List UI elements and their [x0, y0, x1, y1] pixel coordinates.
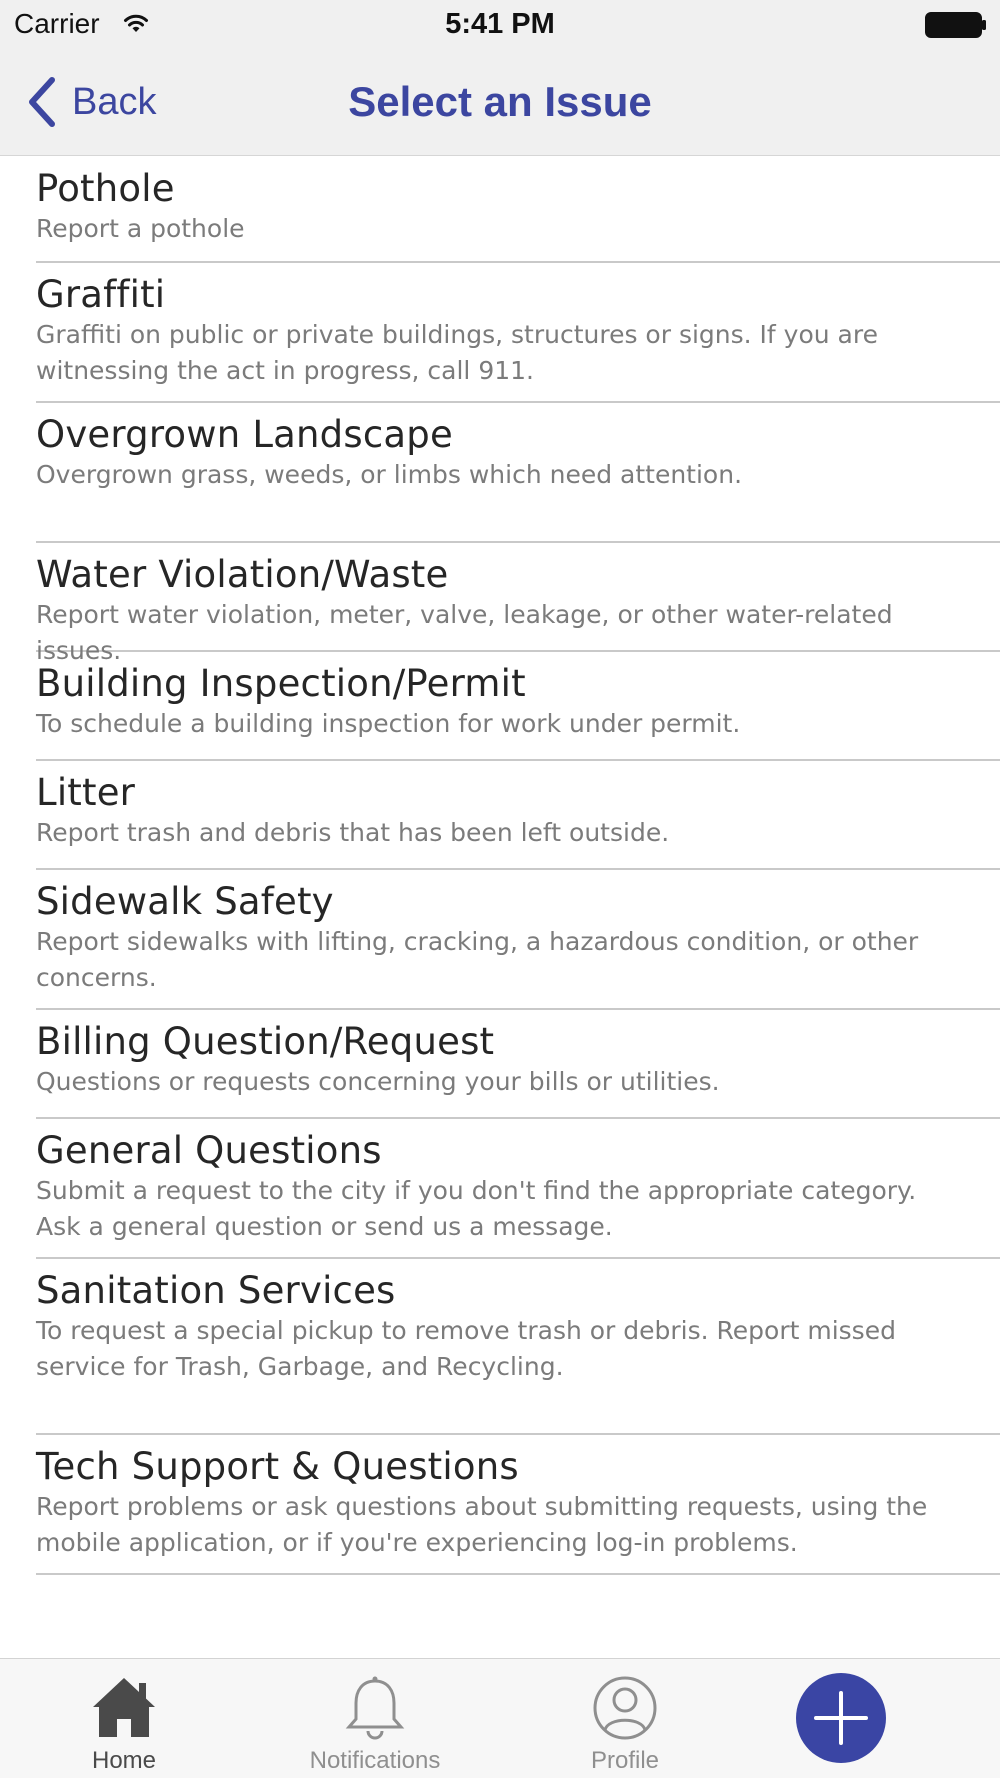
issue-description: Report a pothole [36, 214, 245, 243]
header [0, 0, 1000, 156]
clock: 5:41 PM [445, 8, 555, 40]
nav-bar [0, 52, 1000, 156]
issue-title: Graffiti [36, 273, 166, 316]
issue-title: Billing Question/Request [36, 1020, 495, 1063]
issue-description: Report trash and debris that has been left outside. [36, 818, 670, 847]
issue-description: Report water violation, meter, valve, leakage, or other water-related issues. [36, 600, 893, 665]
carrier-label: Carrier [14, 8, 100, 39]
tab-home[interactable] [14, 1659, 234, 1778]
issue-item-pothole[interactable] [36, 157, 1000, 263]
tab-profile-label: Profile [590, 1747, 660, 1774]
tab-home-label: Home [91, 1747, 157, 1774]
back-label: Back [72, 80, 157, 123]
home-icon [89, 1673, 159, 1743]
issue-title: Water Violation/Waste [36, 553, 449, 596]
issue-list [0, 157, 1000, 1575]
bell-icon [340, 1673, 410, 1743]
tab-profile[interactable] [515, 1659, 735, 1778]
tab-notifications-label: Notifications [309, 1747, 441, 1774]
issue-description: Report sidewalks with lifting, cracking, a hazardous condition, or other concerns. [36, 927, 919, 992]
issue-title: Pothole [36, 167, 175, 210]
issue-item-tech-support[interactable] [36, 1435, 1000, 1575]
issue-title: Tech Support & Questions [36, 1445, 519, 1488]
profile-icon [590, 1673, 660, 1743]
tab-bar [0, 1658, 1000, 1778]
issue-description: To request a special pickup to remove trash or debris. Report missed service for Trash, Garbage, and Recycling. [36, 1316, 896, 1381]
issue-title: Litter [36, 771, 136, 814]
issue-item-sidewalk-safety[interactable] [36, 870, 1000, 1010]
issue-item-sanitation[interactable] [36, 1259, 1000, 1435]
issue-description: Report problems or ask questions about submitting requests, using the mobile application, or if you're experiencing log-in problems. [36, 1492, 928, 1557]
issue-description: To schedule a building inspection for work under permit. [36, 709, 741, 738]
issue-item-overgrown-landscape[interactable] [36, 403, 1000, 543]
issue-title: Overgrown Landscape [36, 413, 453, 456]
issue-description: Overgrown grass, weeds, or limbs which need attention. [36, 460, 743, 489]
issue-description: Questions or requests concerning your bills or utilities. [36, 1067, 720, 1096]
page-title: Select an Issue [348, 78, 652, 125]
issue-item-billing[interactable] [36, 1010, 1000, 1119]
tab-notifications[interactable] [265, 1659, 485, 1778]
issue-item-litter[interactable] [36, 761, 1000, 870]
add-request-button[interactable] [796, 1673, 886, 1763]
issue-description: Graffiti on public or private buildings, structures or signs. If you are witnessing the act in progress, call 911. [36, 320, 878, 385]
issue-description: Submit a request to the city if you don't find the appropriate category. Ask a general question or send us a message. [36, 1176, 917, 1241]
issue-title: Building Inspection/Permit [36, 662, 526, 705]
issue-title: Sidewalk Safety [36, 880, 334, 923]
battery-icon [925, 12, 987, 38]
issue-title: Sanitation Services [36, 1269, 396, 1312]
plus-icon [796, 1673, 886, 1763]
issue-item-general-questions[interactable] [36, 1119, 1000, 1259]
issue-title: General Questions [36, 1129, 382, 1172]
issue-item-water-violation[interactable] [36, 543, 1000, 665]
issue-item-building-inspection[interactable] [36, 652, 1000, 761]
status-bar [0, 0, 1000, 52]
issue-item-graffiti[interactable] [36, 263, 1000, 403]
